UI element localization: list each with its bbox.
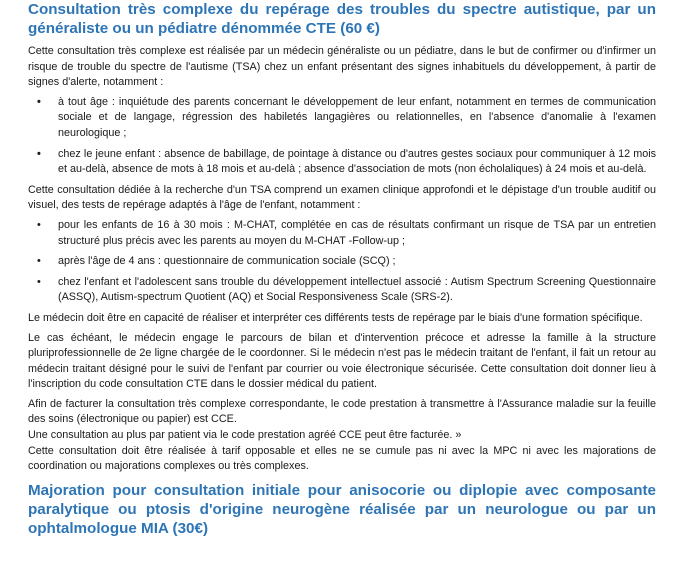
bullet-icon: • (37, 275, 41, 288)
list-item (28, 147, 656, 178)
limit-paragraph: Une consultation au plus par patient via le code prestation agréé CCE peut être facturée. » (28, 429, 462, 442)
list-item (28, 95, 656, 142)
list-item-text: après l'âge de 4 ans : questionnaire de communication sociale (SCQ) ; (58, 255, 396, 268)
section-title-cte: Consultation très complexe du repérage des troubles du spectre autistique, par un généraliste ou un pédiatre dénommée CTE (60 €) (28, 1, 656, 37)
list-item (28, 254, 656, 270)
list-item (28, 218, 656, 249)
intro-paragraph: Cette consultation très complexe est réalisée par un médecin généraliste ou un pédiatre, dans le but de confirmer ou d'infirmer un risque de trouble du spectre de l'autisme (TSA) chez un enfant présentant des signes inhabituels du développement, à partir de signes d'alerte, notamment : (28, 45, 656, 89)
list-item (28, 275, 656, 306)
list-item-text: chez le jeune enfant : absence de babillage, de pointage à distance ou d'autres gestes sociaux pour communiquer à 12 mois et au-delà, absence de mots à 18 mois et au-delà ; absence d'association de mots (non écholaliques) à 24 mois et au-delà. (58, 147, 656, 176)
tariff-paragraph: Cette consultation doit être réalisée à tarif opposable et elles ne se cumule pas ni avec la MPC ni avec les majorations de coordination ou majorations complexes ou très complexes. (28, 444, 656, 473)
care-pathway-paragraph: Le cas échéant, le médecin engage le parcours de bilan et d'intervention précoce et adresse la famille à la structure pluriprofessionnelle de 2e ligne chargée de le coordonner. Si le médecin n'est pas le médecin traitant de l'enfant, il fait un retour au médecin traitant désigné pour le suivi de l'enfant par courrier ou voie électronique sécurisée. Cette consultation doit donner lieu à l'inscription du code consultation CTE dans le dossier médical du patient. (28, 331, 656, 391)
list-item-text: pour les enfants de 16 à 30 mois : M-CHAT, complétée en cas de résultats confirmant un risque de TSA par un entretien structuré plus précis avec les parents au moyen du M-CHAT -Follow-up ; (58, 218, 656, 247)
bullet-icon: • (37, 218, 41, 231)
billing-paragraph: Afin de facturer la consultation très complexe correspondante, le code prestation à transmettre à l'Assurance maladie sur la feuille des soins (électronique ou papier) est CCE. (28, 397, 656, 426)
section-title-mia: Majoration pour consultation initiale pour anisocorie ou diplopie avec composante paralytique ou ptosis d'origine neurogène réalisée par un neurologue ou par un ophtalmologue MIA (30€) (28, 481, 656, 537)
screening-intro-paragraph: Cette consultation dédiée à la recherche d'un TSA comprend un examen clinique approfondi et le dépistage d'un trouble auditif ou visuel, des tests de repérage adaptés à l'âge de l'enfant, notamment : (28, 183, 656, 212)
alert-signs-list (28, 95, 656, 178)
bullet-icon: • (37, 95, 41, 108)
screening-tests-list (28, 218, 656, 306)
list-item-text: chez l'enfant et l'adolescent sans trouble du développement intellectuel associé : Autism Spectrum Screening Questionnaire (ASSQ), Autism-spectrum Quotient (AQ) et Social Responsiveness Scale (SRS-2). (58, 275, 656, 304)
bullet-icon: • (37, 147, 41, 160)
bullet-icon: • (37, 255, 41, 268)
list-item-text: à tout âge : inquiétude des parents concernant le développement de leur enfant, notamment en termes de communication sociale et de langage, régression des habiletés langagières ou relationnelles, en l'absence d'anomalie à l'examen neurologique ; (58, 95, 656, 139)
training-paragraph: Le médecin doit être en capacité de réaliser et interpréter ces différents tests de repérage par le biais d'une formation spécifique. (28, 311, 643, 324)
